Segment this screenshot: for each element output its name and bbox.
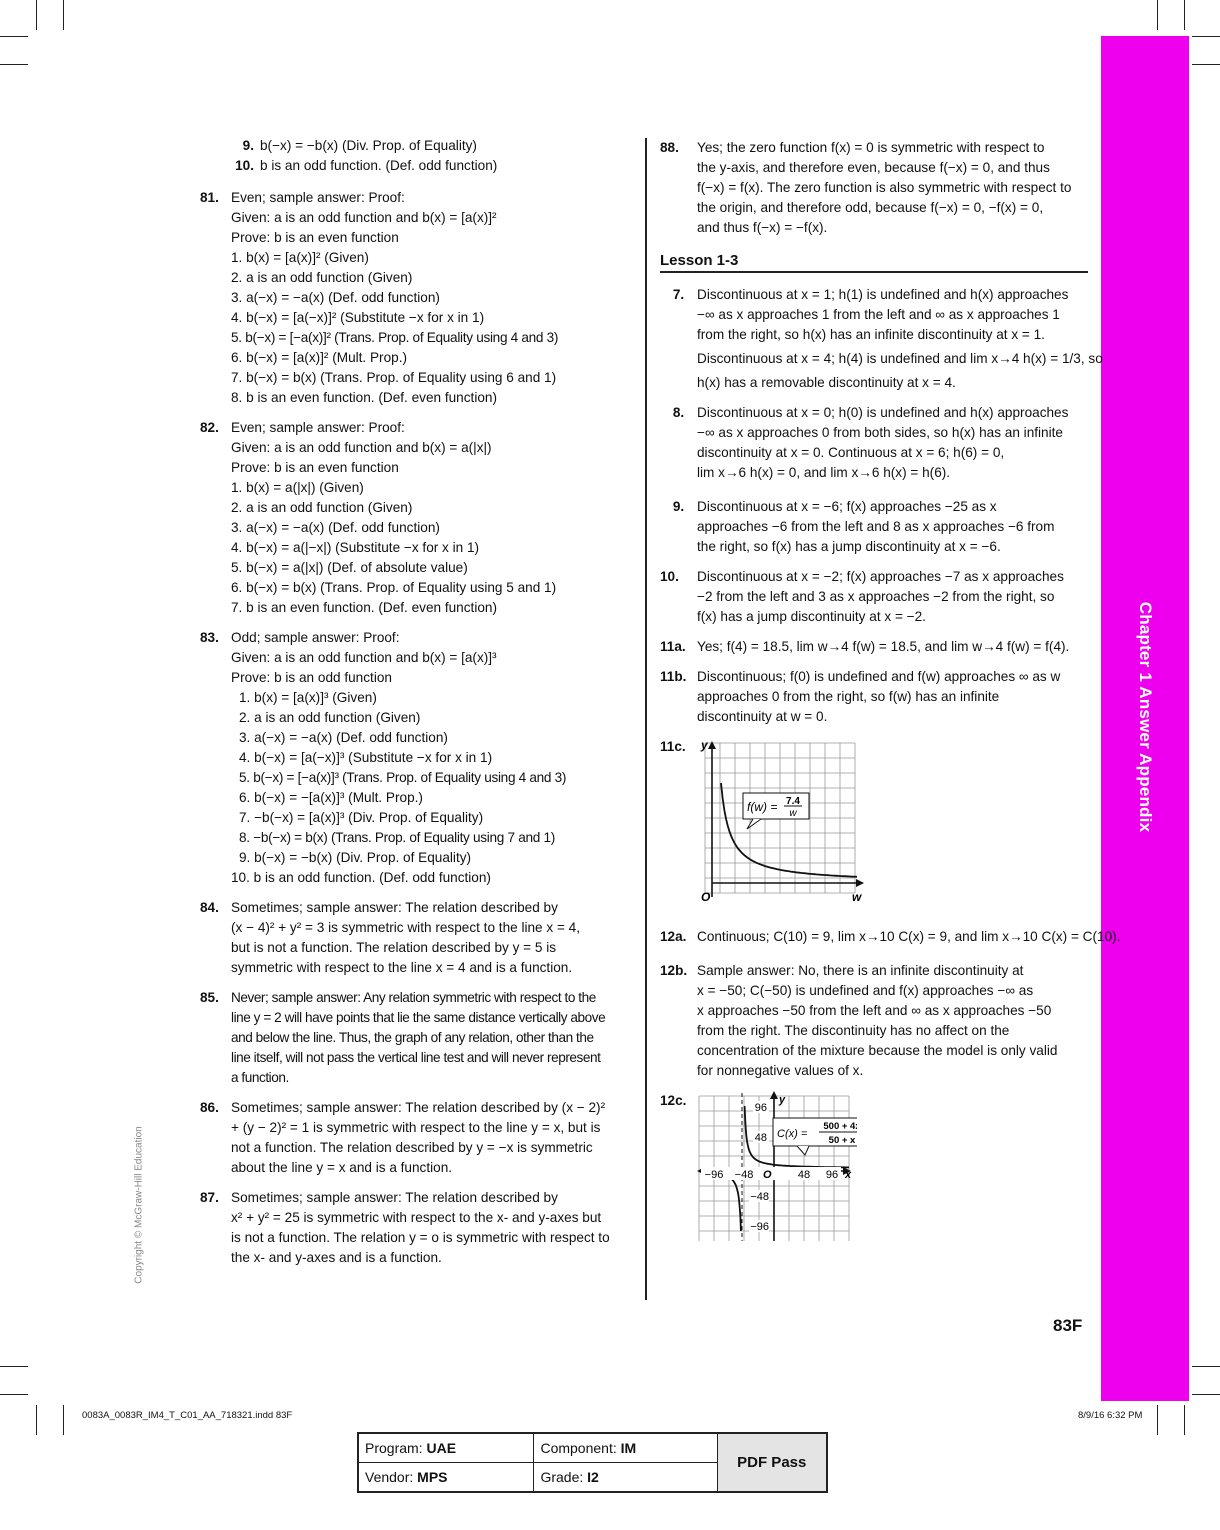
crop-mark: [1192, 64, 1220, 65]
x-label: w: [852, 890, 862, 904]
answer-12b: 12b. Sample answer: No, there is an infinite discontinuity at x = −50; C(−50) is undefined and f(x) approaches −∞ as x approaches −50 from the left and ∞ as x approaches −50 from the right. The discontinuity has no affect on the concentration of the mixture because the model is only valid for nonnegative values of x.: [660, 963, 1058, 1078]
y-axis-arrow: [770, 1091, 778, 1099]
date-slug: 8/9/16 6:32 PM: [1078, 1410, 1143, 1421]
program-cell: Program: UAE: [358, 1433, 534, 1463]
x-tick-neg48: −48: [734, 1169, 754, 1181]
crop-mark: [1192, 1366, 1220, 1367]
answer-12a: 12a. Continuous; C(10) = 9, lim x→10 C(x) = 9, and lim x→10 C(x) = C(10).: [660, 929, 1121, 944]
answer-88: 88. Yes; the zero function f(x) = 0 is symmetric with respect to the y-axis, and therefore even, because f(−x) = 0, and thus f(−x) = f(x). The zero function is also symmetric with respect to the origin, and therefore odd, because f(−x) = 0, −f(x) = 0, and thus f(−x) = −f(x).: [660, 140, 1072, 235]
answer-9: 9. Discontinuous at x = −6; f(x) approaches −25 as x approaches −6 from the left and 8 as x approaches −6 from the right, so f(x) has a jump discontinuity at x = −6.: [672, 499, 1055, 554]
copyright: Copyright © McGraw-Hill Education: [133, 1126, 145, 1284]
crop-mark: [63, 0, 64, 30]
x-tick-96: 96: [825, 1169, 839, 1181]
pdf-pass-cell: PDF Pass: [717, 1433, 827, 1492]
crop-mark: [1157, 1405, 1158, 1435]
answer-11c: 11c. f(w) = 7.4 w y w O: [660, 737, 1088, 913]
crop-mark: [0, 1394, 28, 1395]
answer-82: 82. Even; sample answer: Proof: Given: a is an odd function and b(x) = a(|x|) Prove: b is an even function 1. b(x) = a(|x|) (Given) 2. a is an odd function (Given) 3. a(−x) = −a(x) (Def. odd function) 4. b(−x) = a(|−x|) (Substitute −x for x in 1) 5. b(−x) = a(|x|) (Def. of absolute value) 6. b(−x) = b(x) (Trans. Prop. of Equality using 5 and 1) 7. b is an even function. (Def. even function): [200, 420, 557, 615]
component-cell: Component: IM: [534, 1433, 717, 1463]
y-label: y: [779, 1094, 786, 1106]
crop-mark: [1192, 36, 1220, 37]
crop-mark: [1184, 0, 1185, 30]
column-divider: [645, 138, 647, 1300]
crop-mark: [0, 36, 28, 37]
origin-label: O: [763, 1169, 772, 1181]
crop-mark: [36, 0, 37, 30]
label-pointer: [797, 1146, 809, 1155]
crop-mark: [0, 1366, 28, 1367]
fn-denominator: 50 + x: [828, 1135, 856, 1146]
x-tick-neg96: −96: [704, 1169, 724, 1181]
sidebar-title: Chapter 1 Answer Appendix: [1136, 601, 1155, 833]
x-label: x: [845, 1169, 852, 1181]
crop-mark: [36, 1405, 37, 1435]
answer-85: 85. Never; sample answer: Any relation symmetric with respect to the line y = 2 will have points that lie the same distance vertically above and below the line. Thus, the graph of any relation, other than the line itself, will not pass the vertical line test and will never represent a function.: [200, 990, 606, 1085]
fn-denominator: w: [789, 808, 797, 819]
answer-11b: 11b. Discontinuous; f(0) is undefined and f(w) approaches ∞ as w approaches 0 from the right, so f(w) has an infinite discontinuity at w = 0.: [660, 669, 1061, 724]
answer-81: 81. Even; sample answer: Proof: Given: a is an odd function and b(x) = [a(x)]² Prove: b is an even function 1. b(x) = [a(x)]² (Given) 2. a is an odd function (Given) 3. a(−x) = −a(x) (Def. odd function) 4. b(−x) = [a(−x)]² (Substitute −x for x in 1) 5. b(−x) = [−a(x)]² (Trans. Prop. of Equality using 4 and 3) 6. b(−x) = [a(x)]² (Mult. Prop.) 7. b(−x) = b(x) (Trans. Prop. of Equality using 6 and 1) 8. b is an even function. (Def. even function): [200, 190, 559, 405]
file-slug: 0083A_0083R_IM4_T_C01_AA_718321.indd 83F: [82, 1410, 293, 1421]
y-tick-neg48: −48: [750, 1191, 769, 1203]
graph-11c: [697, 737, 867, 907]
page-number: 83F: [1053, 1316, 1083, 1335]
origin-label: O: [701, 890, 711, 904]
production-info-table: [357, 1432, 828, 1493]
answer-10: 10. Discontinuous at x = −2; f(x) approaches −7 as x approaches −2 from the left and 3 as x approaches −2 from the right, so f(x) has a jump discontinuity at x = −2.: [660, 569, 1064, 624]
step-line: 9. b(−x) = −b(x) (Div. Prop. of Equality): [242, 138, 477, 153]
crop-mark: [1184, 1405, 1185, 1435]
fn-label: C(x) =: [777, 1128, 808, 1140]
continued-steps: [200, 138, 640, 178]
grade-cell: Grade: I2: [534, 1463, 717, 1493]
graph-12c: [697, 1091, 857, 1243]
y-label: y: [701, 738, 708, 752]
lesson-heading: Lesson 1-3: [660, 252, 1088, 273]
answer-84: 84. Sometimes; sample answer: The relation described by (x − 4)² + y² = 3 is symmetric with respect to the line x = 4, but is not a function. The relation described by y = 5 is symmetric with respect to the line x = 4 and is a function.: [200, 900, 581, 975]
crop-mark: [1192, 1394, 1220, 1395]
x-axis-arrow: [856, 879, 864, 887]
y-tick-96: 96: [754, 1102, 767, 1114]
answer-11a: 11a. Yes; f(4) = 18.5, lim w→4 f(w) = 18.5, and lim w→4 f(w) = f(4).: [660, 639, 1070, 654]
x-tick-48: 48: [797, 1169, 811, 1181]
y-tick-48: 48: [754, 1132, 767, 1144]
crop-mark: [63, 1405, 64, 1435]
answer-7: 7. Discontinuous at x = 1; h(1) is undefined and h(x) approaches −∞ as x approaches 1 from the left and ∞ as x approaches 1 from the right, so h(x) has an infinite discontinuity at x = 1. Discontinuous at x = 4; h(4) is undefined and lim x→4 h(x) = 1/3, so h(x) has a removable discontinuity at x = 4.: [672, 287, 1103, 390]
answer-12c: 12c. C(x) = 500 + 4x 50 + x 96 48 −48 −96 −96 −48 48 96 x y O: [660, 1091, 1088, 1249]
y-tick-neg96: −96: [750, 1221, 769, 1233]
answer-87: 87. Sometimes; sample answer: The relation described by x² + y² = 25 is symmetric with respect to the x- and y-axes but is not a function. The relation y = o is symmetric with respect to the x- and y-axes and is a function.: [200, 1190, 610, 1265]
crop-mark: [0, 64, 28, 65]
step-line: 10. b is an odd function. (Def. odd function): [235, 158, 498, 173]
answer-86: 86. Sometimes; sample answer: The relation described by (x − 2)² + (y − 2)² = 1 is symmetric with respect to the line y = x, but is not a function. The relation described by y = −x is symmetric about the line y = x and is a function.: [200, 1100, 606, 1175]
fn-numerator: 500 + 4x: [823, 1121, 857, 1132]
left-column: [200, 138, 640, 1278]
fn-label: f(w) =: [747, 800, 778, 814]
vendor-cell: Vendor: MPS: [358, 1463, 534, 1493]
right-column: [660, 138, 1121, 1259]
label-pointer: [747, 819, 761, 829]
fn-numerator: 7.4: [786, 796, 800, 807]
y-axis-arrow: [708, 741, 716, 749]
answer-8: 8. Discontinuous at x = 0; h(0) is undefined and h(x) approaches −∞ as x approaches 0 from both sides, so h(x) has an infinite discontinuity at x = 0. Continuous at x = 6; h(6) = 0, lim x→6 h(x) = 0, and lim x→6 h(x) = h(6).: [672, 405, 1069, 480]
answer-83: 83. Odd; sample answer: Proof: Given: a is an odd function and b(x) = [a(x)]³ Prove: b is an odd function 1. b(x) = [a(x)]³ (Given) 2. a is an odd function (Given) 3. a(−x) = −a(x) (Def. odd function) 4. b(−x) = [a(−x)]³ (Substitute −x for x in 1) 5. b(−x) = [−a(x)]³ (Trans. Prop. of Equality using 4 and 3) 6. b(−x) = −[a(x)]³ (Mult. Prop.) 7. −b(−x) = [a(x)]³ (Div. Prop. of Equality) 8. −b(−x) = b(x) (Trans. Prop. of Equality using 7 and 1) 9. b(−x) = −b(x) (Div. Prop. of Equality) 10. b is an odd function. (Def. odd function): [200, 630, 567, 885]
crop-mark: [1157, 0, 1158, 30]
